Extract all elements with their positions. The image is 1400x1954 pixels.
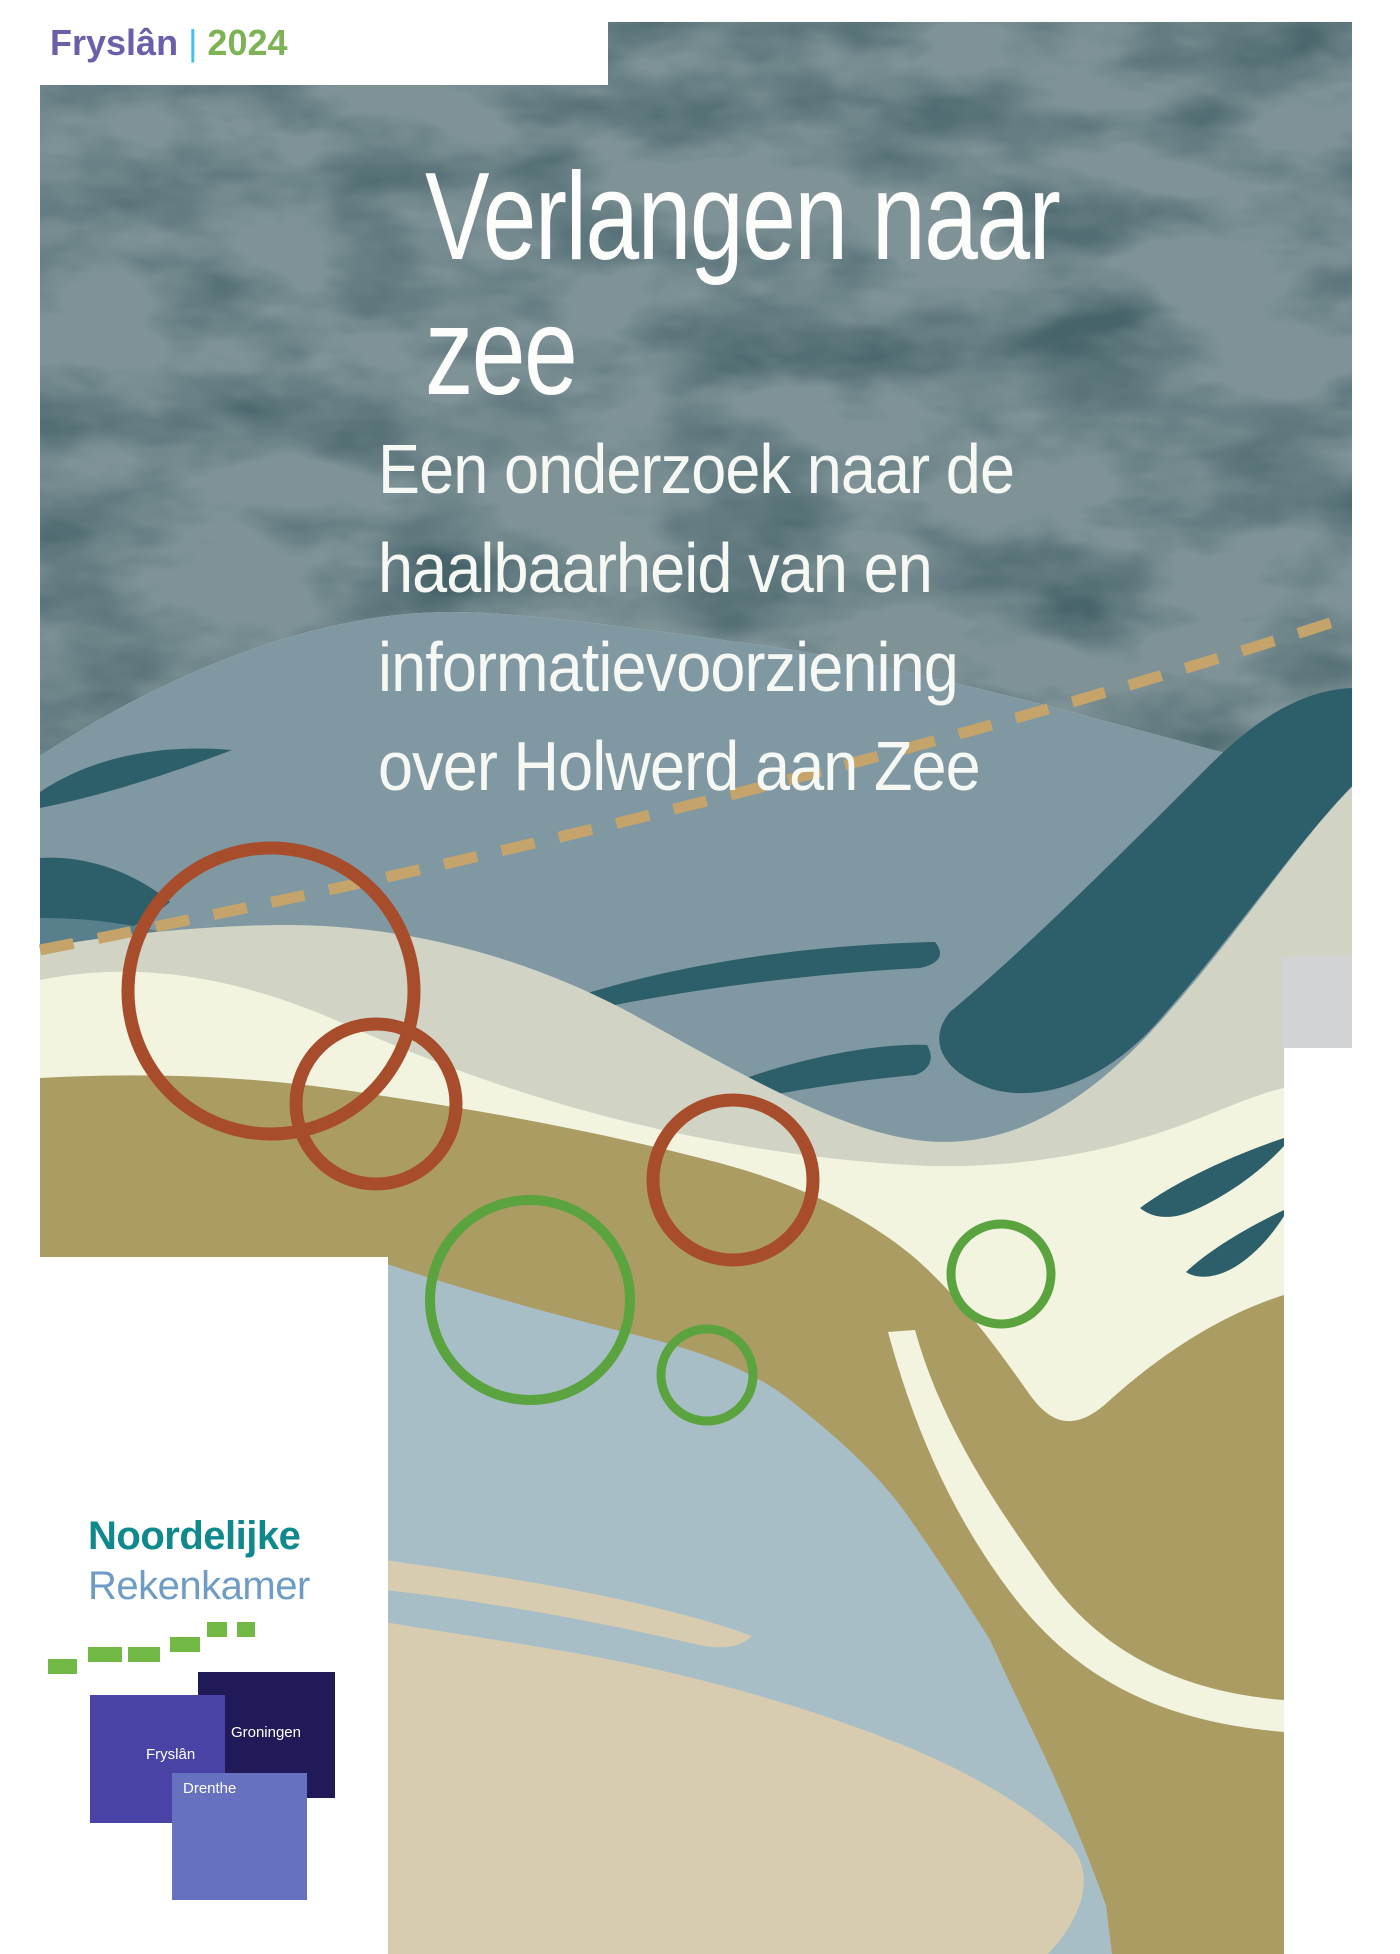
- report-subtitle: [378, 420, 1014, 816]
- report-title-line1: Verlangen naar: [425, 148, 1060, 286]
- province-label-drenthe: Drenthe: [183, 1780, 237, 1797]
- province-square-drenthe: [172, 1773, 307, 1900]
- logo-step-dash-icon: [88, 1647, 122, 1662]
- report-subtitle-line4: over Holwerd aan Zee: [378, 727, 980, 805]
- logo-step-dash-icon: [170, 1637, 200, 1652]
- logo-step-dash-icon: [237, 1622, 255, 1637]
- org-name-line2: Rekenkamer: [88, 1564, 310, 1608]
- brand-region-label: Fryslân: [50, 22, 179, 63]
- report-subtitle-line2: haalbaarheid van en: [378, 529, 932, 607]
- province-label-groningen: Groningen: [230, 1724, 301, 1741]
- brand-separator: |: [188, 22, 198, 63]
- report-title: [425, 150, 1059, 420]
- brand-year-label: 2024: [207, 22, 288, 63]
- logo-step-dash-icon: [48, 1659, 77, 1674]
- logo-step-dash-icon: [207, 1622, 227, 1637]
- report-subtitle-line1: Een onderzoek naar de: [378, 430, 1015, 508]
- report-subtitle-line3: informatievoorziening: [378, 628, 958, 706]
- logo-step-dash-icon: [128, 1647, 160, 1662]
- province-label-fryslan: Fryslân: [146, 1746, 196, 1763]
- org-name-line1: Noordelijke: [88, 1514, 301, 1558]
- gray-accent-block: [1282, 956, 1352, 1048]
- brandline: [50, 22, 288, 64]
- report-title-line2: zee: [425, 283, 577, 421]
- white-trim-right-margin: [1352, 0, 1400, 1954]
